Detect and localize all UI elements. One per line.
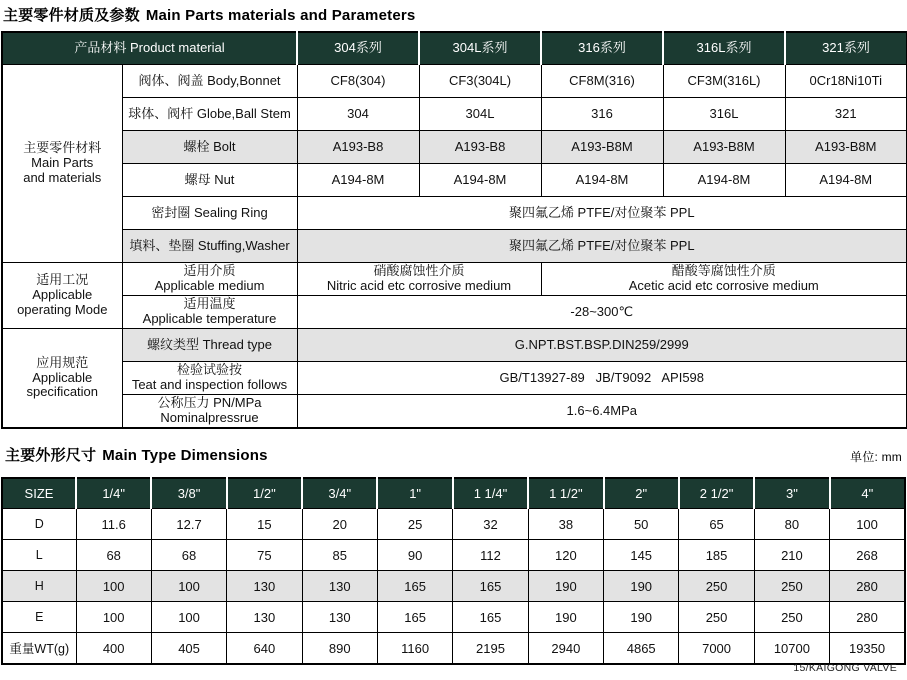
material-value: CF3(304L): [419, 65, 541, 98]
material-value: 316L: [663, 98, 785, 131]
row-sealing-ring: [2, 197, 907, 230]
dimension-value: 80: [754, 509, 829, 540]
dimension-row: [2, 602, 905, 633]
dimension-value: 400: [76, 633, 151, 665]
medium-value-nitric: 硝酸腐蚀性介质 Nitric acid etc corrosive medium: [297, 263, 541, 296]
page-number: 15/KAIGONG VALVE: [793, 662, 897, 674]
material-value-span: 聚四氟乙烯 PTFE/对位聚苯 PPL: [297, 230, 907, 263]
row-applicable-medium: [2, 263, 907, 296]
dimension-value: 190: [604, 571, 679, 602]
table1-title-zh: 主要零件材质及参数: [3, 7, 140, 24]
dimension-value: 10700: [754, 633, 829, 665]
inspection-value: GB/T13927-89 JB/T9092 API598: [297, 362, 907, 395]
header-series-316l: 316L系列: [663, 32, 785, 65]
header-series-304l: 304L系列: [419, 32, 541, 65]
dimension-value: 15: [227, 509, 302, 540]
size-header-9: 2 1/2": [679, 478, 754, 509]
dimension-row-label: E: [2, 602, 76, 633]
row-thread-type: [2, 329, 907, 362]
row-inspection: [2, 362, 907, 395]
table1-title-en: Main Parts materials and Parameters: [145, 7, 416, 24]
dimension-value: 11.6: [76, 509, 151, 540]
material-value: A194-8M: [785, 164, 907, 197]
dimension-row-label: 重量WT(g): [2, 633, 76, 665]
dimension-value: 100: [76, 602, 151, 633]
dimension-value: 890: [302, 633, 377, 665]
material-value: A194-8M: [297, 164, 419, 197]
dimension-value: 130: [302, 602, 377, 633]
dimension-value: 250: [754, 602, 829, 633]
dimension-value: 145: [604, 540, 679, 571]
header-series-316: 316系列: [541, 32, 663, 65]
size-header-3: 1/2": [227, 478, 302, 509]
material-value: 321: [785, 98, 907, 131]
row-label: 公称压力 PN/MPa Nominalpressrue: [122, 395, 297, 429]
dimension-value: 130: [302, 571, 377, 602]
size-header-10: 3": [754, 478, 829, 509]
dimension-value: 280: [830, 602, 905, 633]
temperature-value: -28~300℃: [297, 296, 907, 329]
row-label: 适用介质 Applicable medium: [122, 263, 297, 296]
dimension-value: 4865: [604, 633, 679, 665]
row-label: 阀体、阀盖 Body,Bonnet: [122, 65, 297, 98]
dimension-value: 68: [76, 540, 151, 571]
row-nominal-pressure: [2, 395, 907, 429]
table2-title-zh: 主要外形尺寸: [5, 447, 97, 464]
dimension-value: 130: [227, 602, 302, 633]
dimension-value: 32: [453, 509, 528, 540]
dimension-value: 190: [528, 571, 603, 602]
dimension-value: 50: [604, 509, 679, 540]
row-bolt: [2, 131, 907, 164]
material-value: 316: [541, 98, 663, 131]
material-value: CF8(304): [297, 65, 419, 98]
table2-title: [5, 444, 268, 465]
row-label: 检验试验按 Teat and inspection follows: [122, 362, 297, 395]
dimension-value: 250: [754, 571, 829, 602]
table1-title: [1, 2, 906, 31]
dimension-row: [2, 509, 905, 540]
unit-label: 单位: mm: [850, 450, 902, 464]
dimension-value: 2940: [528, 633, 603, 665]
dimension-value: 85: [302, 540, 377, 571]
dimension-row-label: D: [2, 509, 76, 540]
material-value: A194-8M: [663, 164, 785, 197]
dimension-value: 165: [377, 571, 452, 602]
dimension-value: 7000: [679, 633, 754, 665]
dimension-value: 120: [528, 540, 603, 571]
dimension-value: 165: [453, 571, 528, 602]
size-header-7: 1 1/2": [528, 478, 603, 509]
dimensions-header-row: [2, 478, 905, 509]
material-value: CF8M(316): [541, 65, 663, 98]
dimension-value: 112: [453, 540, 528, 571]
material-value: A193-B8M: [785, 131, 907, 164]
table2-titlebar: [3, 442, 904, 471]
dimension-value: 1160: [377, 633, 452, 665]
material-value-span: 聚四氟乙烯 PTFE/对位聚苯 PPL: [297, 197, 907, 230]
dimension-row: [2, 571, 905, 602]
material-value: CF3M(316L): [663, 65, 785, 98]
dimension-row: [2, 540, 905, 571]
row-label: 螺母 Nut: [122, 164, 297, 197]
material-value: A193-B8: [419, 131, 541, 164]
dimension-value: 165: [377, 602, 452, 633]
size-header-2: 3/8": [151, 478, 226, 509]
material-value: 0Cr18Ni10Ti: [785, 65, 907, 98]
dimension-value: 250: [679, 602, 754, 633]
dimension-value: 280: [830, 571, 905, 602]
header-product-material: 产品材料 Product material: [2, 32, 297, 65]
section-operating-mode: 适用工况 Applicable operating Mode: [2, 263, 122, 329]
medium-value-acetic: 醋酸等腐蚀性介质 Acetic acid etc corrosive medium: [541, 263, 907, 296]
dimension-value: 190: [604, 602, 679, 633]
dimension-value: 19350: [830, 633, 905, 665]
row-applicable-temperature: [2, 296, 907, 329]
table2-title-en: Main Type Dimensions: [102, 447, 268, 464]
dimension-value: 185: [679, 540, 754, 571]
size-header-5: 1": [377, 478, 452, 509]
thread-type-value: G.NPT.BST.BSP.DIN259/2999: [297, 329, 907, 362]
dimension-value: 12.7: [151, 509, 226, 540]
dimension-value: 75: [227, 540, 302, 571]
row-label: 球体、阀杆 Globe,Ball Stem: [122, 98, 297, 131]
row-body-bonnet: [2, 65, 907, 98]
material-value: 304L: [419, 98, 541, 131]
row-stuffing-washer: [2, 230, 907, 263]
dimension-value: 250: [679, 571, 754, 602]
material-value: A193-B8: [297, 131, 419, 164]
material-value: A193-B8M: [541, 131, 663, 164]
size-header-4: 3/4": [302, 478, 377, 509]
material-value: 304: [297, 98, 419, 131]
row-label: 螺纹类型 Thread type: [122, 329, 297, 362]
size-header-1: 1/4": [76, 478, 151, 509]
row-globe-stem: [2, 98, 907, 131]
row-label: 适用温度 Applicable temperature: [122, 296, 297, 329]
dimension-value: 210: [754, 540, 829, 571]
dimension-value: 65: [679, 509, 754, 540]
dimension-value: 100: [76, 571, 151, 602]
row-label: 密封圈 Sealing Ring: [122, 197, 297, 230]
dimension-value: 25: [377, 509, 452, 540]
header-series-321: 321系列: [785, 32, 907, 65]
dimension-row: [2, 633, 905, 665]
dimension-value: 640: [227, 633, 302, 665]
dimension-row-label: H: [2, 571, 76, 602]
dimension-value: 405: [151, 633, 226, 665]
dimension-value: 90: [377, 540, 452, 571]
size-header-6: 1 1/4": [453, 478, 528, 509]
dimension-value: 165: [453, 602, 528, 633]
section-main-parts: 主要零件材料 Main Parts and materials: [2, 65, 122, 263]
size-header-8: 2": [604, 478, 679, 509]
header-series-304: 304系列: [297, 32, 419, 65]
row-nut: [2, 164, 907, 197]
dimension-value: 100: [151, 602, 226, 633]
dimension-value: 268: [830, 540, 905, 571]
dimension-value: 190: [528, 602, 603, 633]
row-label: 填料、垫圈 Stuffing,Washer: [122, 230, 297, 263]
dimensions-table: [1, 477, 906, 665]
dimension-value: 20: [302, 509, 377, 540]
material-value: A194-8M: [541, 164, 663, 197]
section-specification: 应用规范 Applicable specification: [2, 329, 122, 429]
dimension-row-label: L: [2, 540, 76, 571]
dimension-value: 130: [227, 571, 302, 602]
row-label: 螺栓 Bolt: [122, 131, 297, 164]
dimension-value: 100: [151, 571, 226, 602]
main-parts-table: [1, 31, 907, 429]
material-value: A194-8M: [419, 164, 541, 197]
dimension-value: 2195: [453, 633, 528, 665]
dimension-value: 68: [151, 540, 226, 571]
size-header-11: 4": [830, 478, 905, 509]
size-column-header: SIZE: [2, 478, 76, 509]
table1-header-row: [2, 32, 907, 65]
dimension-value: 38: [528, 509, 603, 540]
material-value: A193-B8M: [663, 131, 785, 164]
dimension-value: 100: [830, 509, 905, 540]
pressure-value: 1.6~6.4MPa: [297, 395, 907, 429]
